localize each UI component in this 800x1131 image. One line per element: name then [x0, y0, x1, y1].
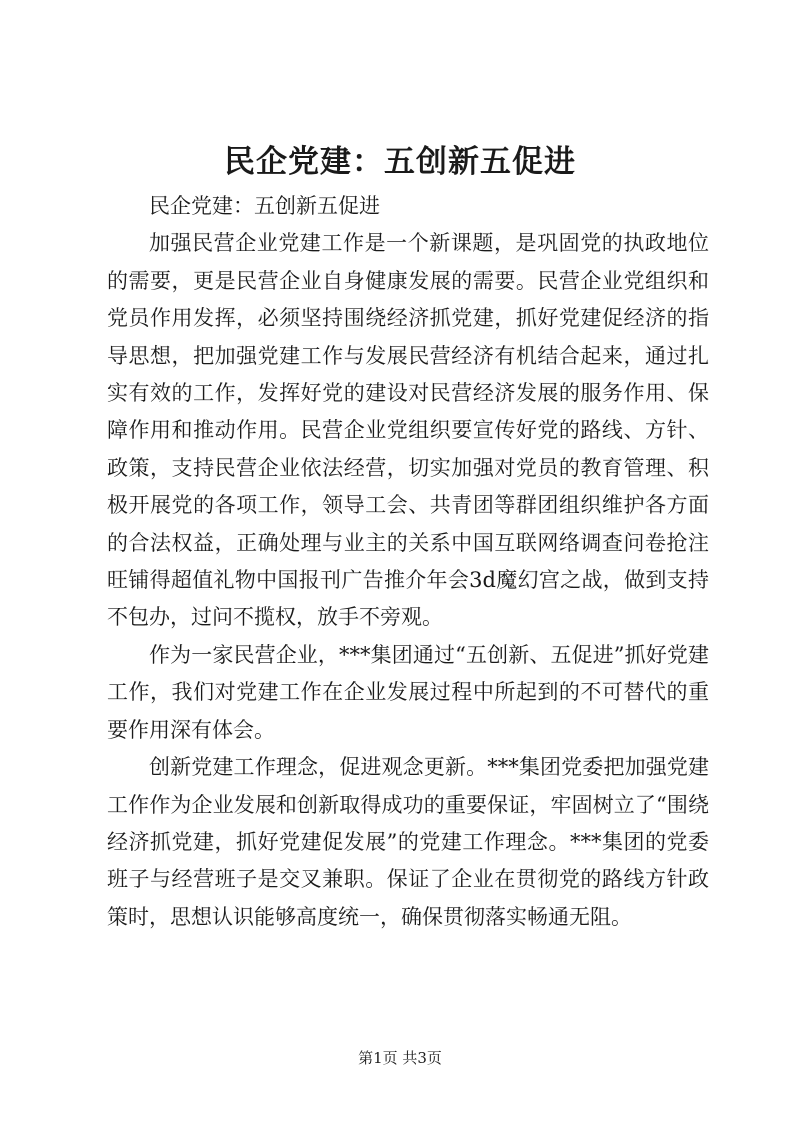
- page-number-footer: 第1页 共3页: [358, 1049, 442, 1067]
- document-body: [107, 188, 709, 936]
- paragraph: 作为一家民营企业，***集团通过“五创新、五促进”抓好党建工作，我们对党建工作在企业发展过程中所起到的不可替代的重要作用深有体会。: [107, 642, 709, 742]
- document-title: 民企党建：五创新五促进: [224, 144, 576, 180]
- paragraph-subtitle: 民企党建：五创新五促进: [149, 194, 380, 218]
- paragraph: 加强民营企业党建工作是一个新课题，是巩固党的执政地位的需要，更是民营企业自身健康发展的需要。民营企业党组织和党员作用发挥，必须坚持围绕经济抓党建，抓好党建促经济的指导思想，把加强党建工作与发展民营经济有机结合起来，通过扎实有效的工作，发挥好党的建设对民营经济发展的服务作用、保障作用和推动作用。民营企业党组织要宣传好党的路线、方针、政策，支持民营企业依法经营，切实加强对党员的教育管理、积极开展党的各项工作，领导工会、共青团等群团组织维护各方面的合法权益，正确处理与业主的关系中国互联网络调查问卷抢注旺铺得超值礼物中国报刊广告推介年会3d魔幻宫之战，做到支持不包办，过问不揽权，放手不旁观。: [107, 231, 709, 630]
- paragraph: 创新党建工作理念，促进观念更新。***集团党委把加强党建工作作为企业发展和创新取得成功的重要保证，牢固树立了“围绕经济抓党建，抓好党建促发展”的党建工作理念。***集团的党委班子与经营班子是交叉兼职。保证了企业在贯彻党的路线方针政策时，思想认识能够高度统一，确保贯彻落实畅通无阻。: [107, 755, 709, 929]
